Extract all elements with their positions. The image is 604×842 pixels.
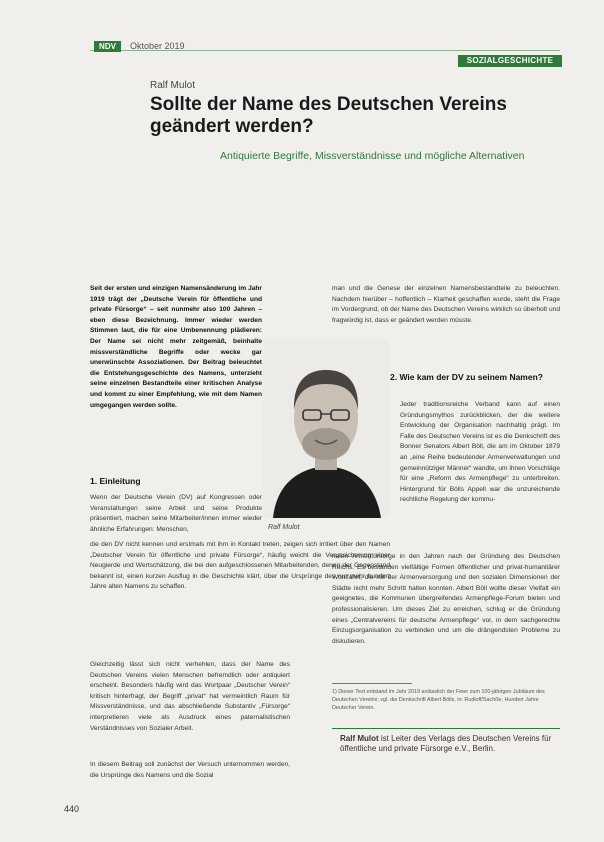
section-heading-name-origin: 2. Wie kam der DV zu seinem Namen?	[390, 372, 543, 382]
author-photo	[263, 340, 389, 518]
body-paragraph: Wenn der Deutsche Verein (DV) auf Kongressen oder Veranstaltungen seine Arbeit und seine Produkte präsentiert, machen seine Mitarbeiter/innen immer wieder ähnliche Erfahrungen: Menschen,	[90, 494, 262, 533]
section-heading-einleitung: 1. Einleitung	[90, 476, 141, 486]
lead-paragraph: Seit der ersten und einzigen Namensänderung im Jahr 1919 trägt der „Deutsche Verein für öffentliche und private Fürsorge“ – seit nunmehr also 100 Jahren – eben diese Bezeichnung. Immer wieder werden Stimmen laut, die für eine Umbenennung plädieren: Der Name sei nicht mehr zeitgemäß, beinhalte missverständliche Begriffe oder wecke gar unerwünschte Assoziationen. Der Beitrag beleuchtet die Entstehungsgeschichte des Namens, unterzieht seine einzelnen Bestandteile einer kritischen Analyse und kommt zu einer Empfehlung, wie mit dem Namen umgegangen werden sollte.	[90, 285, 262, 409]
bio-name: Ralf Mulot	[340, 734, 379, 743]
article-title: Sollte der Name des Deutschen Vereins geändert werden?	[150, 94, 507, 137]
bio-rule	[332, 728, 560, 729]
body-paragraph: nalen Armenfürsorge in den Jahren nach der Gründung des Deutschen Reichs. Es bestanden vielfältige Formen öffentlicher und privat-humanitärer Wohlfahrt, die mit der Armenversorgung und den sozialen Dimensionen der Städte nicht mehr Schritt halten konnten. Albert Böll wollte dieser Vielfalt ein geeignetes, die Kommunen übergreifendes Armenpflege-Forum bieten und professionalisieren. Um dieses Ziel zu erreichen, schlug er die Gründung eines „Centralvereins für deutsche Armenpflege“ vor, in dem sachgerechte Einzugsorganisation zu verbinden und um die drängendsten Probleme zu diskutieren.	[332, 553, 560, 645]
body-paragraph: man und die Genese der einzelnen Namensbestandteile zu beleuchten. Nachdem hierüber – hoffentlich – Klarheit geschaffen wurde, steht die Frage im Vordergrund, ob der Name des Deutschen Vereins wirklich so überholt und fragwürdig ist, dass er geändert werden müsste.	[332, 285, 560, 324]
section-label: SOZIALGESCHICHTE	[458, 55, 562, 67]
body-paragraph: Gleichzeitig lässt sich nicht verhehlen, dass der Name des Deutschen Vereins vielen Menschen befremdlich oder antiquiert erscheint. Besonders häufig wird das Wortpaar „Deutscher Verein“ kritisch hinterfragt, der Begriff „privat“ hat vermeintlich Raum für Missverständnisse, und das abschließende Substantiv „Fürsorge“ interpretieren viele als Ausdruck eines paternalistischen Verständnisses von Sozialer Arbeit.	[90, 661, 290, 732]
author-bio	[340, 734, 560, 754]
author-name: Ralf Mulot	[150, 80, 196, 91]
article-subtitle: Antiquierte Begriffe, Missverständnisse und mögliche Alternativen	[220, 150, 525, 162]
body-paragraph: die den DV nicht kennen und erstmals mit ihm in Kontakt treten, zeigen sich irritiert über den Namen „Deutscher Verein für öffentliche und private Fürsorge“, häufig weicht die Verunsicherung einer Neugierde und Wertschätzung, die bei den aufgeschlossenen Mitarbeitenden, denen der Gegenstand bekannt ist, einen kurzen Ausflug in die Geschichte klärt, über die Ursprünge des nur mehr hundert Jahre alten Namens zu schaffen.	[90, 541, 390, 591]
footnote-rule	[332, 683, 412, 684]
page-number: 440	[64, 804, 80, 814]
body-paragraph: Jeder traditionsreiche Verband kann auf einen Gründungsmythos zurückblicken, der die weitere Entwicklung der Organisation nachhaltig prägt. Im Falle des Deutschen Vereins ist es die Denkschrift des Bonner Senators Albert Böll, die am im Oktober 1879 an „eine Reihe bedeutender Armenverwaltungen und gemeinnütziger Männer“ wandte, um ihnen Vorschläge für eine „Reform des Armenpflege“ zu unterbreiten. Hintergrund für Bölls Appell war die unzureichende rechtliche Regelung der kommu-	[400, 401, 560, 504]
journal-badge: NDV	[94, 41, 121, 52]
body-paragraph: In diesem Beitrag soll zunächst der Versuch unternommen werden, die Ursprünge des Namens und die Sozial	[90, 761, 290, 779]
photo-caption: Ralf Mulot	[268, 524, 300, 531]
bio-text: ist Leiter des Verlags des Deutschen Vereins für öffentliche und private Fürsorge e.V., Berlin.	[340, 734, 552, 753]
issue-date: Oktober 2019	[130, 41, 185, 51]
footnote: 1) Dieser Text entstand im Jahr 2019 anlässlich der Feier zum 100-jährigen Jubiläum des Deutschen Vereins; vgl. die Denkschrift Albert Bölls, in: Rudloff/Sachße, Hundert Jahre Deutscher Verein.	[332, 689, 545, 711]
